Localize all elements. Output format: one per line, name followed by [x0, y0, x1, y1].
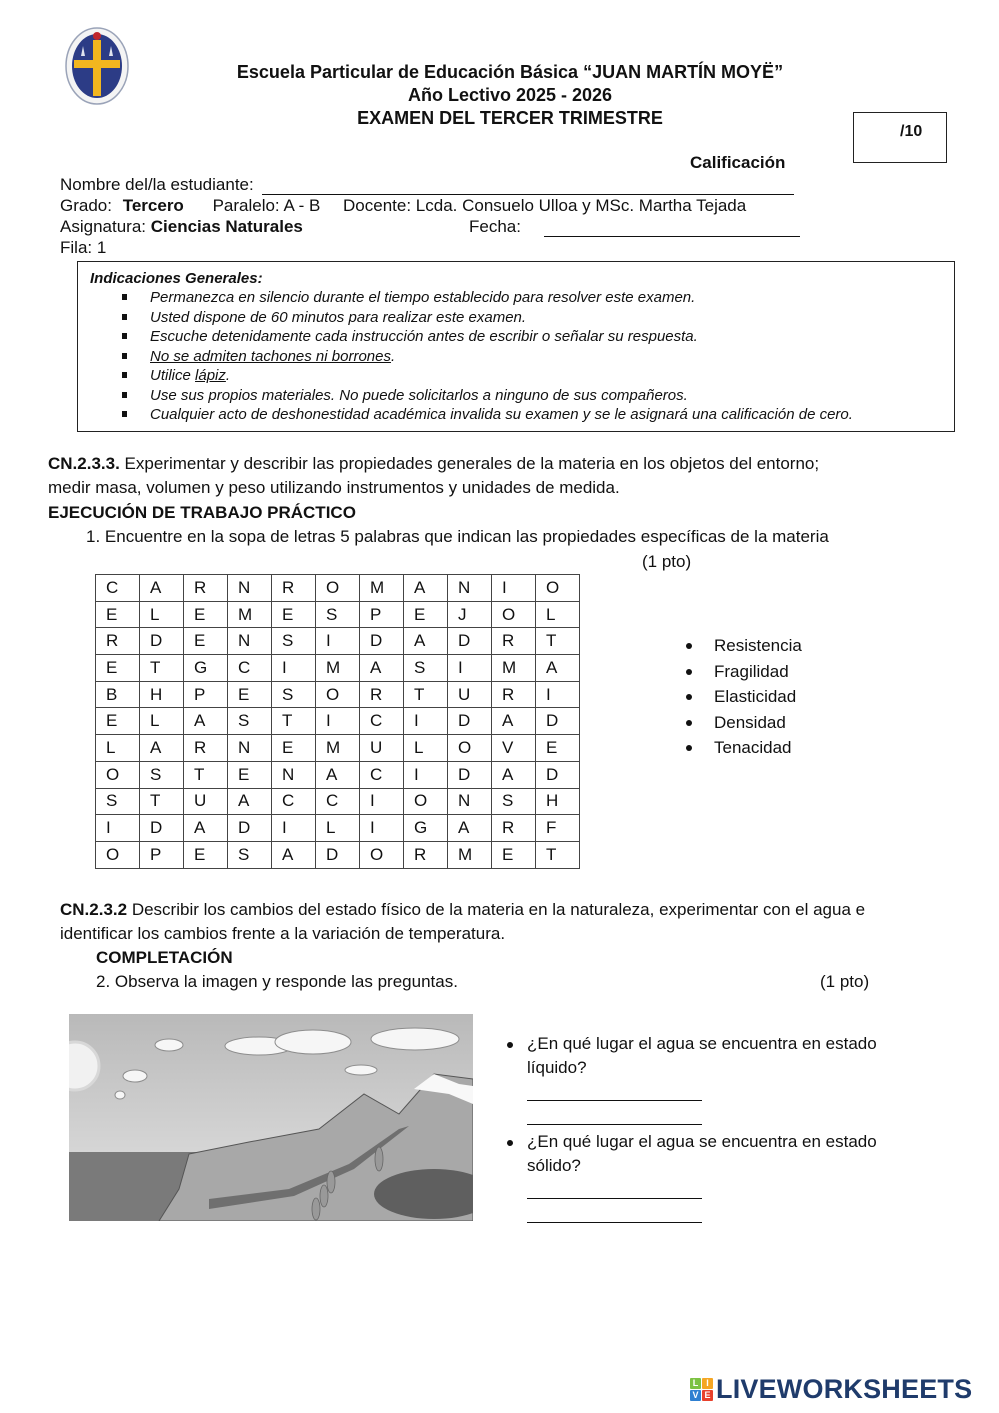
word-search-cell[interactable]: R	[404, 841, 448, 868]
question2-points: (1 pto)	[820, 972, 870, 991]
word-search-cell[interactable]: A	[184, 708, 228, 735]
word-search-cell[interactable]: T	[140, 788, 184, 815]
word-search-cell[interactable]: D	[140, 815, 184, 842]
word-search-cell[interactable]: O	[316, 575, 360, 602]
word-search-cell[interactable]: L	[404, 735, 448, 762]
section2-objective: CN.2.3.2 Describir los cambios del estado físico de la materia en la naturaleza, experimentar con el agua e identificar los cambios frente a la variación de temperatura.	[60, 900, 866, 943]
word-search-cell[interactable]: I	[272, 655, 316, 682]
word-search-row	[96, 841, 580, 868]
word-search-cell[interactable]: I	[96, 815, 140, 842]
score-label: Calificación	[690, 153, 786, 172]
word-search-cell[interactable]: V	[492, 735, 536, 762]
instruction-item: Permanezca en silencio durante el tiempo establecido para resolver este examen.	[122, 288, 954, 308]
word-search-cell[interactable]: A	[448, 815, 492, 842]
word-search-cell[interactable]: A	[316, 761, 360, 788]
word-search-cell[interactable]: I	[404, 708, 448, 735]
question-solid: ¿En qué lugar el agua se encuentra en estado sólido?	[505, 1130, 925, 1178]
word-search-cell[interactable]: D	[536, 761, 580, 788]
row-number: Fila: 1	[60, 238, 107, 257]
word-search-cell[interactable]: B	[96, 681, 140, 708]
date-label: Fecha:	[469, 217, 521, 236]
word-search-cell[interactable]: L	[536, 601, 580, 628]
word-search-cell[interactable]: E	[228, 761, 272, 788]
word-search-cell[interactable]: L	[96, 735, 140, 762]
word-search-cell[interactable]: M	[228, 601, 272, 628]
word-search-cell[interactable]: E	[184, 628, 228, 655]
water-cycle-image	[69, 1014, 473, 1221]
word-search-cell[interactable]: S	[404, 655, 448, 682]
word-search-row	[96, 628, 580, 655]
word-search-cell[interactable]: E	[536, 735, 580, 762]
word-search-row	[96, 815, 580, 842]
word-search-cell[interactable]: R	[96, 628, 140, 655]
word-search-cell[interactable]: D	[316, 841, 360, 868]
word-search-cell[interactable]: D	[448, 761, 492, 788]
instruction-item: Utilice lápiz.	[122, 366, 954, 386]
word-search-cell[interactable]: E	[272, 601, 316, 628]
word-search-cell[interactable]: A	[184, 815, 228, 842]
word-search-cell[interactable]: C	[360, 708, 404, 735]
word-search-cell[interactable]: L	[140, 601, 184, 628]
liveworksheets-logo	[690, 1374, 972, 1405]
word-search-cell[interactable]: S	[96, 788, 140, 815]
word-search-cell[interactable]: R	[272, 575, 316, 602]
word-search-cell[interactable]: A	[492, 761, 536, 788]
word-search-cell[interactable]: O	[448, 735, 492, 762]
word-search-cell[interactable]: E	[492, 841, 536, 868]
instructions-list	[90, 288, 954, 425]
word-search-cell[interactable]: E	[404, 601, 448, 628]
word-search-cell[interactable]: N	[228, 628, 272, 655]
word-item: Densidad	[686, 710, 802, 736]
word-search-cell[interactable]: S	[492, 788, 536, 815]
word-search-cell[interactable]: E	[184, 841, 228, 868]
grade-label: Grado:	[60, 196, 112, 215]
question-liquid: ¿En qué lugar el agua se encuentra en estado líquido?	[505, 1032, 925, 1080]
word-search-cell[interactable]: M	[316, 655, 360, 682]
word-search-cell[interactable]: A	[536, 655, 580, 682]
word-search-cell[interactable]: T	[272, 708, 316, 735]
word-search-cell[interactable]: N	[272, 761, 316, 788]
word-search-cell[interactable]: R	[492, 628, 536, 655]
word-search-cell[interactable]: E	[272, 735, 316, 762]
word-search-cell[interactable]: E	[228, 681, 272, 708]
answer-line-liquid-2[interactable]	[527, 1124, 702, 1125]
word-search-cell[interactable]: R	[492, 815, 536, 842]
school-crest-logo	[64, 22, 130, 106]
word-search-row	[96, 735, 580, 762]
word-search-cell[interactable]: M	[448, 841, 492, 868]
word-search-cell[interactable]: A	[404, 575, 448, 602]
word-search-cell[interactable]: S	[140, 761, 184, 788]
student-name-field[interactable]	[262, 176, 794, 195]
answer-line-solid-1[interactable]	[527, 1198, 702, 1199]
instruction-item: Usted dispone de 60 minutos para realizar este examen.	[122, 308, 954, 328]
word-search-cell[interactable]: C	[228, 655, 272, 682]
instructions-title: Indicaciones Generales:	[90, 270, 263, 287]
word-search-cell[interactable]: D	[360, 628, 404, 655]
word-search-cell[interactable]: D	[228, 815, 272, 842]
question1-points: (1 pto)	[642, 552, 692, 571]
word-search-cell[interactable]: I	[272, 815, 316, 842]
student-name-row	[60, 174, 794, 195]
word-search-cell[interactable]: A	[492, 708, 536, 735]
word-search-cell[interactable]: G	[404, 815, 448, 842]
teacher-text: Docente: Lcda. Consuelo Ulloa y MSc. Martha Tejada	[343, 196, 747, 215]
word-search-cell[interactable]: C	[96, 575, 140, 602]
word-search-cell[interactable]: S	[316, 601, 360, 628]
word-search-row	[96, 761, 580, 788]
date-field[interactable]	[544, 218, 800, 237]
instruction-item: Cualquier acto de deshonestidad académica invalida su examen y se le asignará una calificación de cero.	[122, 405, 954, 425]
word-search-cell[interactable]: N	[448, 788, 492, 815]
school-name: Escuela Particular de Educación Básica “JUAN MARTÍN MOYË”	[236, 62, 784, 82]
instruction-item: Escuche detenidamente cada instrucción antes de escribir o señalar su respuesta.	[122, 327, 954, 347]
word-search-cell[interactable]: N	[228, 735, 272, 762]
word-search-cell[interactable]: A	[140, 575, 184, 602]
word-search-cell[interactable]: U	[448, 681, 492, 708]
word-search-cell[interactable]: T	[404, 681, 448, 708]
word-search-cell[interactable]: A	[228, 788, 272, 815]
word-search-grid	[95, 574, 580, 869]
word-search-cell[interactable]: A	[404, 628, 448, 655]
parallel-text: Paralelo: A - B	[212, 196, 321, 215]
word-search-cell[interactable]: O	[316, 681, 360, 708]
word-search-cell[interactable]: E	[96, 708, 140, 735]
word-search-cell[interactable]: A	[360, 655, 404, 682]
word-search-cell[interactable]: I	[404, 761, 448, 788]
question2-text: 2. Observa la imagen y responde las preguntas.	[96, 972, 458, 991]
word-search-cell[interactable]: S	[272, 628, 316, 655]
section1-code: CN.2.3.3.	[48, 454, 120, 473]
word-search-cell[interactable]: F	[536, 815, 580, 842]
word-search-cell[interactable]: O	[360, 841, 404, 868]
grade-value: Tercero	[122, 196, 184, 215]
word-search-cell[interactable]: P	[140, 841, 184, 868]
section2-heading: COMPLETACIÓN	[96, 948, 233, 967]
word-search-cell[interactable]: P	[184, 681, 228, 708]
instruction-item: Use sus propios materiales. No puede solicitarlos a ninguno de sus compañeros.	[122, 386, 954, 406]
word-search-cell[interactable]: M	[316, 735, 360, 762]
word-search-row	[96, 601, 580, 628]
word-search-cell[interactable]: C	[360, 761, 404, 788]
subject-row	[60, 216, 303, 237]
word-search-cell[interactable]: S	[228, 708, 272, 735]
section1-heading: EJECUCIÓN DE TRABAJO PRÁCTICO	[48, 503, 356, 522]
word-search-cell[interactable]: G	[184, 655, 228, 682]
word-search-cell[interactable]: U	[360, 735, 404, 762]
word-search-cell[interactable]: I	[316, 628, 360, 655]
question2-list	[505, 1032, 925, 1223]
word-search-cell[interactable]: I	[492, 575, 536, 602]
word-search-cell[interactable]: U	[184, 788, 228, 815]
word-search-cell[interactable]: I	[448, 655, 492, 682]
word-search-cell[interactable]: A	[272, 841, 316, 868]
word-search-row	[96, 708, 580, 735]
word-search-cell[interactable]: D	[448, 628, 492, 655]
word-search-cell[interactable]: C	[272, 788, 316, 815]
word-search-cell[interactable]: O	[96, 761, 140, 788]
word-search-cell[interactable]: N	[448, 575, 492, 602]
section1-objective: CN.2.3.3. Experimentar y describir las propiedades generales de la materia en los objetos del entorno; medir masa, volumen y peso utilizando instrumentos y unidades de medida.	[48, 454, 820, 497]
question1-text: 1. Encuentre en la sopa de letras 5 palabras que indican las propiedades específicas de la materia	[86, 527, 829, 546]
score-total: /10	[900, 123, 923, 140]
section2-code: CN.2.3.2	[60, 900, 128, 919]
word-search-row	[96, 575, 580, 602]
subject-label: Asignatura:	[60, 217, 146, 236]
word-search-cell[interactable]: O	[96, 841, 140, 868]
word-search-cell[interactable]: N	[228, 575, 272, 602]
word-search-cell[interactable]: T	[140, 655, 184, 682]
live-grid-icon: L I V E	[690, 1378, 713, 1401]
word-search-cell[interactable]: E	[184, 601, 228, 628]
answer-line-solid-2[interactable]	[527, 1222, 702, 1223]
word-search-cell[interactable]: H	[536, 788, 580, 815]
school-year: Año Lectivo 2025 - 2026	[407, 85, 613, 105]
word-search-cell[interactable]: I	[360, 815, 404, 842]
word-search-cell[interactable]: I	[536, 681, 580, 708]
word-search-cell[interactable]: O	[492, 601, 536, 628]
brand-name: LIVEWORKSHEETS	[716, 1374, 973, 1404]
word-search-cell[interactable]: D	[448, 708, 492, 735]
word-search-cell[interactable]: I	[360, 788, 404, 815]
word-search-cell[interactable]: D	[140, 628, 184, 655]
word-search-cell[interactable]: H	[140, 681, 184, 708]
word-search-cell[interactable]: M	[360, 575, 404, 602]
student-name-label: Nombre del/la estudiante:	[60, 175, 254, 194]
word-search-cell[interactable]: R	[492, 681, 536, 708]
word-search-cell[interactable]: S	[228, 841, 272, 868]
word-item: Fragilidad	[686, 659, 802, 685]
word-search-cell[interactable]: E	[96, 601, 140, 628]
word-search-cell[interactable]: R	[184, 575, 228, 602]
word-list	[686, 633, 802, 761]
subject-value: Ciencias Naturales	[150, 217, 303, 236]
word-search-cell[interactable]: O	[536, 575, 580, 602]
word-search-cell[interactable]: I	[316, 708, 360, 735]
word-item: Elasticidad	[686, 684, 802, 710]
word-item: Resistencia	[686, 633, 802, 659]
word-search-cell[interactable]: T	[536, 841, 580, 868]
word-search-cell[interactable]: L	[140, 708, 184, 735]
word-search-row	[96, 655, 580, 682]
word-search-cell[interactable]: L	[316, 815, 360, 842]
word-search-cell[interactable]: P	[360, 601, 404, 628]
exam-title: EXAMEN DEL TERCER TRIMESTRE	[357, 108, 663, 128]
word-item: Tenacidad	[686, 735, 802, 761]
word-search-cell[interactable]: R	[360, 681, 404, 708]
word-search-cell[interactable]: O	[404, 788, 448, 815]
instruction-item: No se admiten tachones ni borrones.	[122, 347, 954, 367]
word-search-row	[96, 788, 580, 815]
word-search-cell[interactable]: E	[96, 655, 140, 682]
word-search-cell[interactable]: T	[536, 628, 580, 655]
word-search-cell[interactable]: S	[272, 681, 316, 708]
date-row	[469, 216, 800, 237]
instructions-box	[77, 261, 955, 432]
score-box[interactable]	[853, 112, 947, 163]
word-search-cell[interactable]: T	[184, 761, 228, 788]
word-search-cell[interactable]: M	[492, 655, 536, 682]
grade-row	[60, 195, 746, 216]
word-search-cell[interactable]: R	[184, 735, 228, 762]
word-search-cell[interactable]: D	[536, 708, 580, 735]
answer-line-liquid-1[interactable]	[527, 1100, 702, 1101]
word-search-cell[interactable]: C	[316, 788, 360, 815]
word-search-cell[interactable]: A	[140, 735, 184, 762]
word-search-row	[96, 681, 580, 708]
word-search-cell[interactable]: J	[448, 601, 492, 628]
